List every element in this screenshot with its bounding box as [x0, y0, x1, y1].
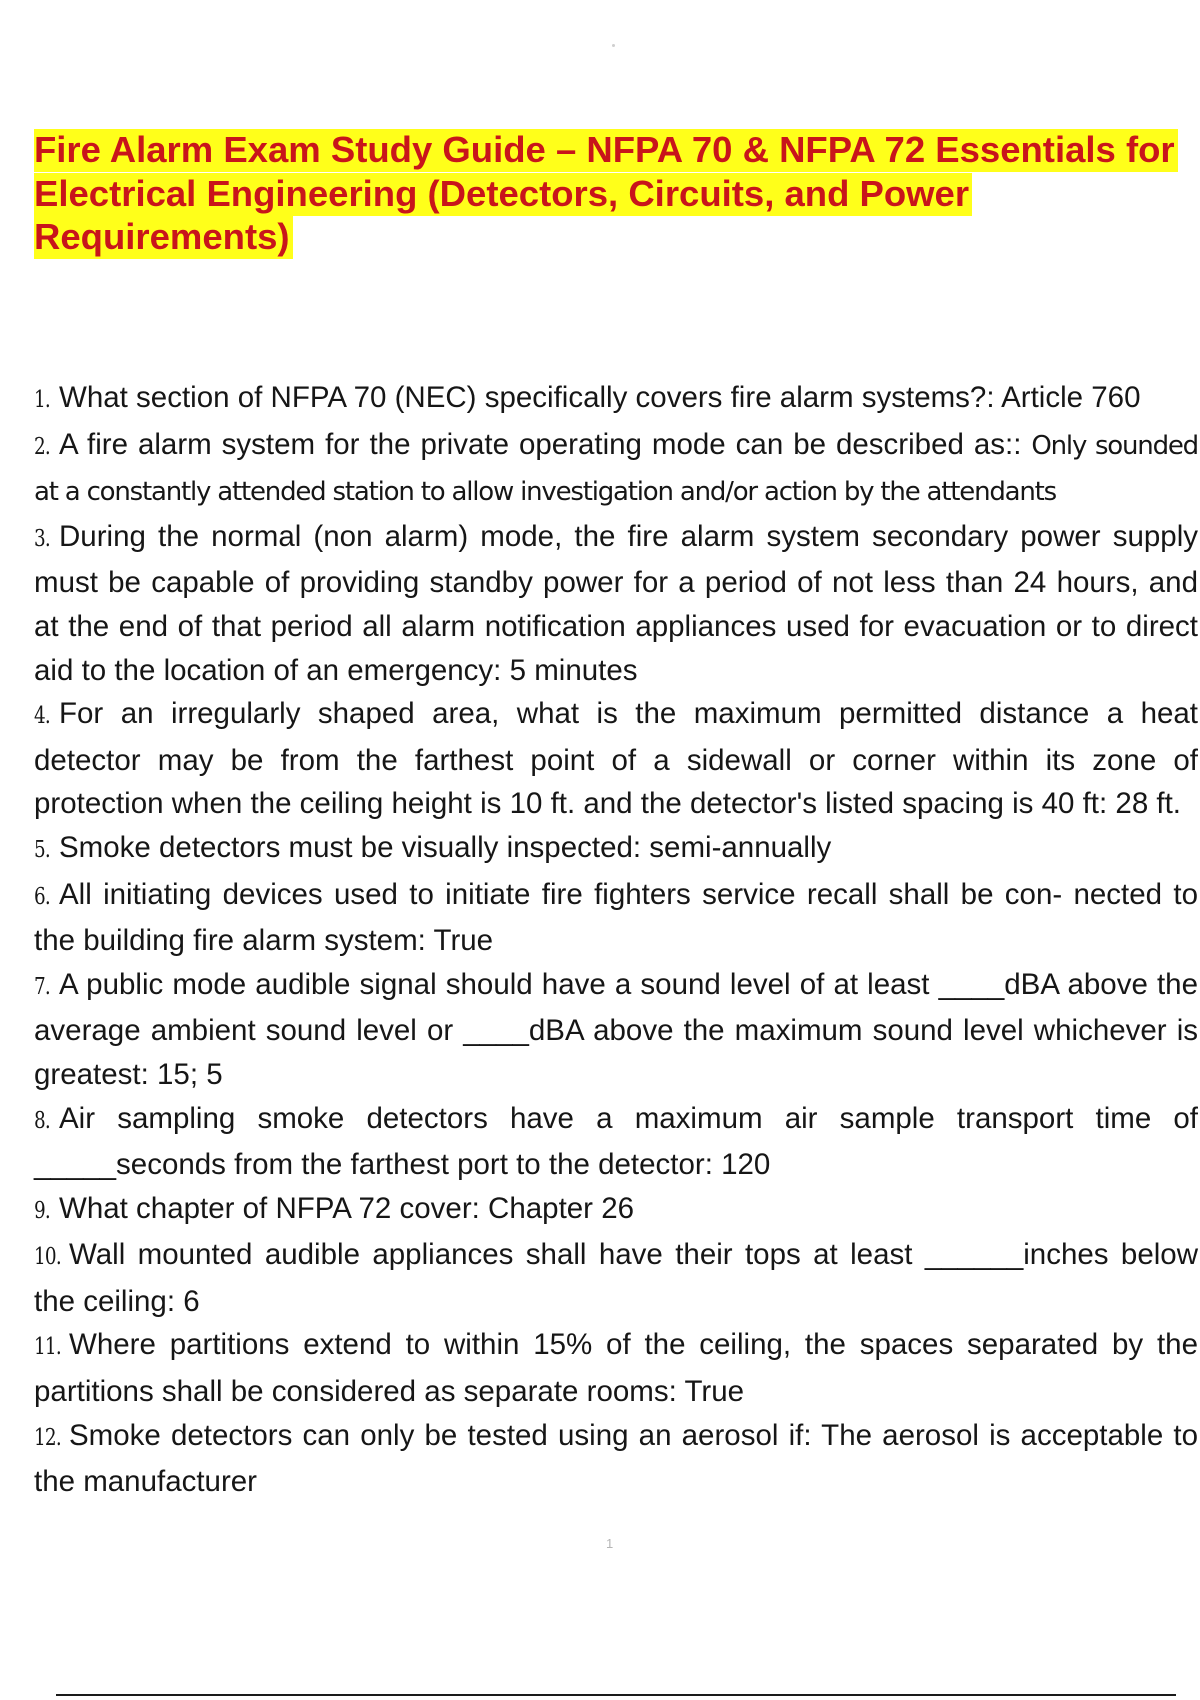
scan-mark	[612, 44, 615, 47]
question-number: 9.	[34, 1197, 50, 1224]
question-number: 10.	[34, 1244, 61, 1271]
answer-text: 28 ft.	[1115, 787, 1182, 821]
question-number: 7.	[34, 973, 50, 1000]
question-number: 1.	[34, 387, 50, 413]
document-title-text: Fire Alarm Exam Study Guide – NFPA 70 & NFPA 72 Essentials for Electrical Engineering (Detectors, Circuits, and Power Requirements)	[34, 129, 1178, 259]
question-number: 3.	[34, 525, 50, 552]
question-text: A fire alarm system for the private operating mode can be described as::	[59, 427, 1022, 461]
question-text: During the normal (non alarm) mode, the fire alarm system secondary power supply must be capable of providing standby power for a period of not less than 24 hours, and at the end of that period all alarm notification appliances used for evacuation or to direct aid to the location of an emergency:	[34, 519, 1198, 687]
answer-text: Only sounded at a constantly attended station to allow investigation and/or action by the attendants	[34, 430, 1198, 508]
question-item-7	[34, 963, 1198, 1097]
question-number: 8.	[34, 1107, 50, 1134]
question-item-9	[34, 1187, 1198, 1234]
question-text: Smoke detectors can only be tested using an aerosol if:	[69, 1418, 812, 1452]
question-item-11	[34, 1323, 1198, 1413]
question-number: 5.	[34, 836, 50, 863]
question-text: Smoke detectors must be visually inspected:	[59, 830, 642, 864]
answer-text: semi-annually	[649, 830, 832, 864]
document-title	[34, 128, 1184, 259]
question-item-6	[34, 873, 1198, 963]
question-text: A public mode audible signal should have a sound level of at least ____dBA above the average ambient sound level or ____dBA above the maximum sound level whichever is greatest:	[34, 967, 1198, 1091]
footer-divider	[56, 1694, 1176, 1696]
answer-text: 15; 5	[157, 1057, 223, 1091]
question-number: 12.	[34, 1424, 61, 1451]
question-number: 2.	[34, 433, 50, 460]
question-list	[34, 376, 1198, 1504]
question-number: 6.	[34, 883, 50, 910]
question-number: 4.	[34, 703, 50, 730]
question-text: Air sampling smoke detectors have a maximum air sample transport time of _____seconds from the farthest port to the detector:	[34, 1101, 1198, 1182]
answer-text: The aerosol is acceptable to the manufacturer	[34, 1418, 1199, 1499]
answer-text: 6	[183, 1284, 200, 1318]
answer-text: True	[433, 924, 494, 958]
question-text: Wall mounted audible appliances shall have their tops at least ______inches below the ceiling:	[34, 1238, 1198, 1318]
question-text: For an irregularly shaped area, what is the maximum permitted distance a heat detector may be from the farthest point of a sidewall or corner within its zone of protection when the ceiling height is 10 ft. and the detector's listed spacing is 40 ft:	[34, 697, 1198, 821]
answer-text: 5 minutes	[509, 653, 638, 687]
question-text: Where partitions extend to within 15% of the ceiling, the spaces separated by the partitions shall be considered as separate rooms:	[34, 1328, 1198, 1409]
page-number: 1	[606, 1536, 614, 1551]
answer-text: 120	[721, 1148, 771, 1182]
answer-text: Chapter 26	[488, 1191, 635, 1225]
question-item-1	[34, 376, 1198, 423]
question-item-12	[34, 1414, 1198, 1504]
question-number: 11.	[34, 1334, 61, 1361]
question-item-3	[34, 515, 1198, 692]
question-text: What section of NFPA 70 (NEC) specifically covers fire alarm systems?:	[59, 381, 995, 414]
question-text: What chapter of NFPA 72 cover:	[59, 1191, 480, 1225]
question-item-5	[34, 826, 1198, 873]
question-item-10	[34, 1233, 1198, 1323]
answer-text: Article 760	[1001, 381, 1141, 414]
question-item-2	[34, 423, 1198, 515]
answer-text: True	[684, 1375, 745, 1409]
question-item-4	[34, 692, 1198, 826]
question-text: All initiating devices used to initiate fire fighters service recall shall be con- nected to the building fire alarm system:	[34, 877, 1198, 958]
question-item-8	[34, 1097, 1198, 1187]
